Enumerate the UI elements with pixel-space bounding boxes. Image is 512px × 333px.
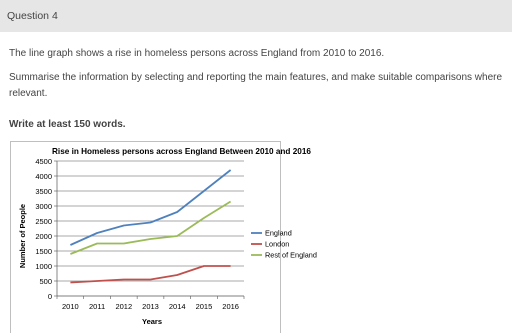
series-line-london [70,266,230,283]
prompt-intro: The line graph shows a rise in homeless persons across England from 2010 to 2016. [9,48,385,59]
chart-title: Rise in Homeless persons across England Between 2010 and 2016 [52,147,311,156]
y-tick-label: 1500 [35,246,52,256]
legend-label: London [265,239,290,249]
y-axis-label: Number of People [18,203,27,269]
series-line-rest-of-england [70,202,230,255]
x-tick-label: 2010 [62,302,79,311]
question-header [0,0,512,32]
legend-label: England [265,228,292,238]
y-tick-label: 0 [47,291,52,301]
y-tick-label: 500 [39,276,52,286]
chart-series [70,170,230,283]
legend-label: Rest of England [265,250,317,260]
series-line-england [70,170,230,245]
chart-legend [251,229,317,260]
line-chart [10,141,317,333]
x-axis-label: Years [141,317,163,326]
x-tick-label: 2012 [115,302,133,311]
y-tick-label: 4500 [35,156,52,166]
y-tick-label: 3500 [35,186,52,196]
y-tick-label: 2000 [35,231,52,241]
prompt-instructions: Summarise the information by selecting and reporting the main features, and make suitable comparisons where relevant. [9,72,503,99]
x-axis [57,296,244,311]
y-tick-label: 3000 [35,201,52,211]
question-title: Question 4 [7,10,58,22]
y-tick-label: 4000 [35,171,52,181]
x-tick-label: 2014 [168,302,186,311]
y-axis [35,157,57,301]
y-tick-label: 1000 [35,261,52,271]
x-tick-label: 2013 [142,302,159,311]
y-tick-label: 2500 [35,216,52,226]
prompt-word-count: Write at least 150 words. [9,119,126,130]
x-tick-label: 2011 [89,302,106,311]
chart-grid [57,161,244,281]
x-tick-label: 2016 [222,302,239,311]
x-tick-label: 2015 [195,302,213,311]
